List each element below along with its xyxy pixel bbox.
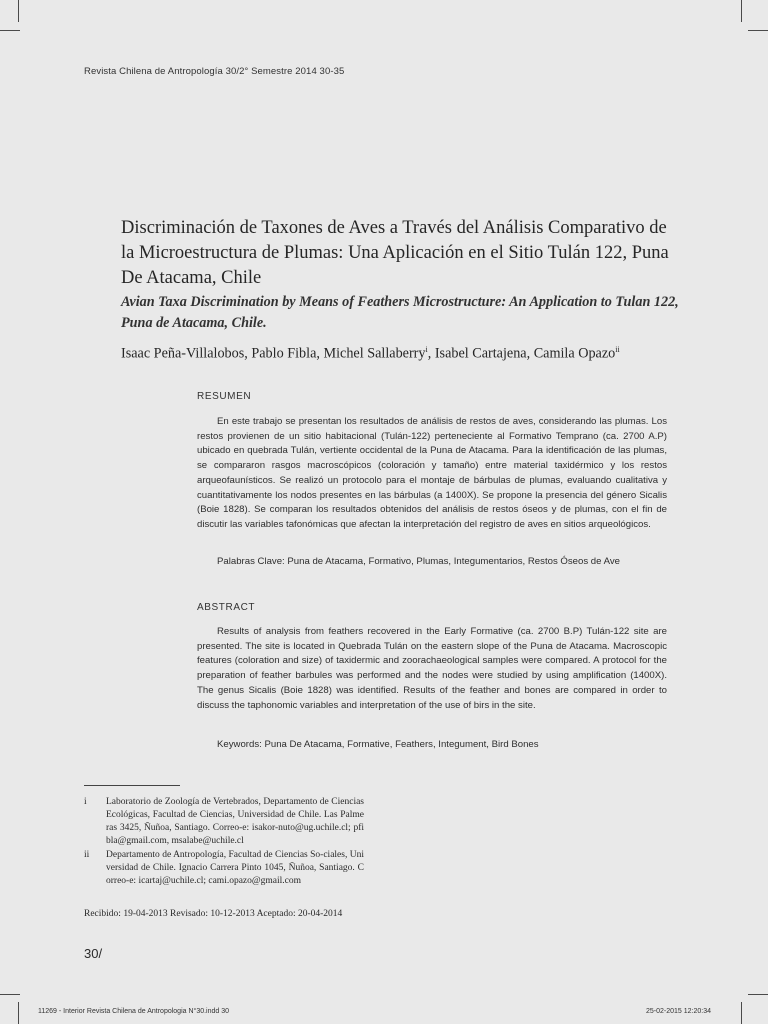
footnote-i-mark: i <box>84 797 87 807</box>
crop-mark-top-left-vertical <box>18 0 19 22</box>
print-slug-timestamp: 25-02-2015 12:20:34 <box>646 1008 711 1015</box>
article-title-spanish: Discriminación de Taxones de Aves a Través del Análisis Comparativo de la Microestructura de Plumas: Una Aplicación en el Sitio Tulán 122, Puna De Atacama, Chile <box>121 218 669 288</box>
footnote-rule <box>84 785 180 786</box>
palabras-clave: Palabras Clave: Puna de Atacama, Formativo, Plumas, Integumentarios, Restos Óseos de Ave <box>217 556 620 567</box>
abstract-heading: ABSTRACT <box>197 602 256 613</box>
resumen-text: En este trabajo se presentan los resultados de análisis de restos de aves, considerando las plumas. Los restos provienen de un sitio habitacional (Tulán-122) perteneciente al Formativo Temprano (ca. 2700 A.P) ubicado en quebrada Tulán, vertiente occidental de la Puna de Atacama. Para la identificación de las plumas, se compararon rasgos macroscópicos (coloración y tamaño) entre material taxidérmico y los restos arqueofaunísticos. Se realizó un protocolo para el montaje de bárbulas de plumas, evaluando cualitativa y cuantitativamente los nodos presentes en las bárbulas (a 1400X). Se propone la presencia del género Sicalis (Boie 1828). Se comparan los resultados obtenidos del análisis de restos óseos y de plumas, con el fin de discutir las variables tafonómicas que afectan la interpretación del registro de aves en sitios arqueológicos. <box>197 416 667 530</box>
submission-dates: Recibido: 19-04-2013 Revisado: 10-12-2013 Aceptado: 20-04-2014 <box>84 909 343 919</box>
author-list <box>121 345 681 363</box>
crop-mark-bottom-left-horizontal <box>0 994 20 995</box>
crop-mark-top-right-horizontal <box>748 30 768 31</box>
footnote-i-text: Laboratorio de Zoología de Vertebrados, Departamento de Ciencias Ecológicas, Facultad de Ciencias, Universidad de Chile. Las Palmeras 3425, Ñuñoa, Santiago. Correo-e: isakor-nuto@ug.uchile.cl; pfibla@gmail.com, msalabe@uchile.cl <box>106 797 364 847</box>
resumen-heading: RESUMEN <box>197 391 252 402</box>
footnote-ii <box>84 849 364 888</box>
page-number: 30/ <box>84 946 103 961</box>
footnote-ii-mark: ii <box>84 850 90 860</box>
crop-mark-bottom-right-horizontal <box>748 994 768 995</box>
footnote-i <box>84 796 364 848</box>
authors-part-1: Isaac Peña-Villalobos, Pablo Fibla, Michel Sallaberry <box>121 345 426 362</box>
abstract-text: Results of analysis from feathers recovered in the Early Formative (ca. 2700 B.P) Tulán-122 site are presented. The site is located in Quebrada Tulán on the eastern slope of the Puna de Atacama. Macroscopic features (coloration and size) of taxidermic and zoorachaeological samples were compared. A protocol for the preparation of feather barbules was performed and the nodes were studied by using amplification (1400X). The genus Sicalis (Boie 1828) was identified. Results of the feather and bones are compared in order to discuss the taphonomic variables and interpretation of the use of birs in the site. <box>197 626 667 711</box>
crop-mark-bottom-left-vertical <box>18 1002 19 1024</box>
crop-mark-top-left-horizontal <box>0 30 20 31</box>
footnote-mark-i: i <box>425 345 428 354</box>
article-title-english: Avian Taxa Discrimination by Means of Feathers Microstructure: An Application to Tulan 122, Puna de Atacama, Chile. <box>121 294 679 331</box>
crop-mark-bottom-right-vertical <box>741 1002 742 1024</box>
print-slug-file: 11269 - Interior Revista Chilena de Antropologia N°30.indd 30 <box>38 1008 230 1015</box>
keywords: Keywords: Puna De Atacama, Formative, Feathers, Integument, Bird Bones <box>217 739 539 750</box>
footnote-ii-text: Departamento de Antropología, Facultad de Ciencias So-ciales, Universidad de Chile. Ignacio Carrera Pinto 1045, Ñuñoa, Santiago. Correo-e: icartaj@uchile.cl; cami.opazo@gmail.com <box>106 850 364 887</box>
authors-part-2: , Isabel Cartajena, Camila Opazo <box>427 345 616 362</box>
crop-mark-top-right-vertical <box>741 0 742 22</box>
running-head: Revista Chilena de Antropología 30/2° Semestre 2014 30-35 <box>84 66 345 77</box>
footnote-mark-ii: ii <box>615 345 620 354</box>
